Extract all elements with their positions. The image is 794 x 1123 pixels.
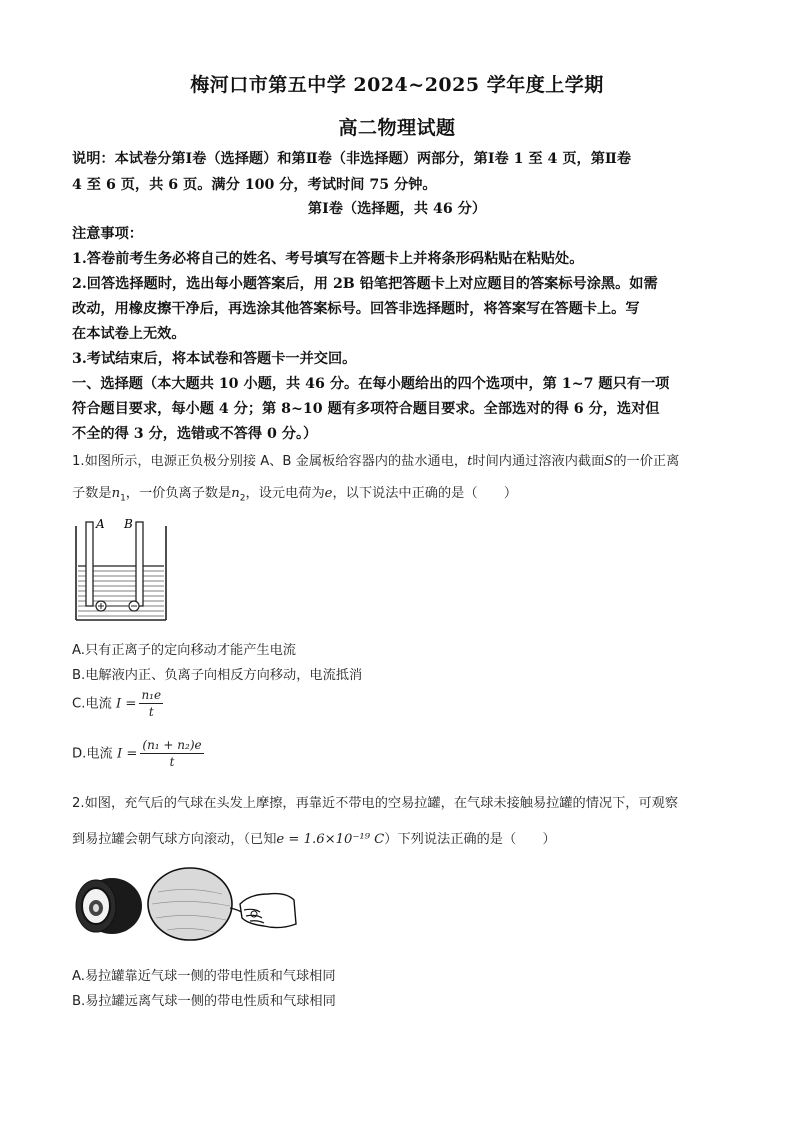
electrolysis-figure bbox=[74, 518, 170, 624]
rule-2-line-3: 在本试卷上无效。 bbox=[72, 326, 186, 342]
section-1-line-1: 一、选择题（本大题共 10 小题，共 46 分。在每小题给出的四个选项中，第 1~7 题只有一项 bbox=[72, 376, 670, 392]
note-line-1: 说明：本试卷分第Ⅰ卷（选择题）和第Ⅱ卷（非选择题）两部分，第Ⅰ卷 1 至 4 页，第Ⅱ卷 bbox=[72, 151, 632, 167]
q1-option-b: B.电解液内正、负离子向相反方向移动，电流抵消 bbox=[72, 668, 363, 683]
plate-label-a: A bbox=[96, 518, 105, 531]
q1-option-d-fraction: $\frac{\text{(n₁ + n₂)e}}{t}$ bbox=[142, 738, 202, 769]
q2-stem-line-1: 2.如图，充气后的气球在头发上摩擦，再靠近不带电的空易拉罐，在气球未接触易拉罐的情况下，可观察 bbox=[72, 796, 679, 811]
exam-subtitle: 高二物理试题 bbox=[338, 117, 456, 139]
volume-heading: 第Ⅰ卷（选择题，共 46 分） bbox=[307, 201, 487, 217]
note-line-2: 4 至 6 页，共 6 页。满分 100 分，考试时间 75 分钟。 bbox=[72, 177, 437, 193]
section-1-line-2: 符合题目要求，每小题 4 分；第 8~10 题有多项符合题目要求。全部选对的得 6 分，选对但 bbox=[72, 401, 660, 417]
rule-1: 1.答卷前考生务必将自己的姓名、考号填写在答题卡上并将条形码粘贴在粘贴处。 bbox=[72, 251, 584, 267]
plate-label-b: B bbox=[124, 518, 133, 531]
q2-stem-line-2: 到易拉罐会朝气球方向滚动，（已知e = 1.6×10⁻¹⁹ C）下列说法正确的是（ ） bbox=[72, 832, 556, 847]
q1-option-d: D.电流 I = $\frac{\text{(n₁ + n₂)e}}{t}$ bbox=[72, 738, 202, 769]
rule-3: 3.考试结束后，将本试卷和答题卡一并交回。 bbox=[72, 351, 357, 367]
balloon-can-figure bbox=[72, 864, 302, 950]
section-1-line-3: 不全的得 3 分，选错或不答得 0 分。） bbox=[72, 426, 318, 442]
q1-stem-line-2: 子数是$n_1$，一价负离子数是$n_2$，设元电荷为e，以下说法中正确的是（ ） bbox=[72, 486, 518, 504]
rule-2-line-1: 2.回答选择题时，选出每小题答案后，用 2B 铅笔把答题卡上对应题目的答案标号涂黑。如需 bbox=[72, 276, 658, 292]
q2-option-a: A.易拉罐靠近气球一侧的带电性质和气球相同 bbox=[72, 969, 336, 984]
rule-2-line-2: 改动，用橡皮擦干净后，再选涂其他答案标号。回答非选择题时，将答案写在答题卡上。写 bbox=[72, 301, 640, 317]
q1-stem-line-1: 1.如图所示，电源正负极分别接 A、B 金属板给容器内的盐水通电，t时间内通过溶液内截面S的一价正离 bbox=[72, 454, 680, 469]
attention-heading: 注意事项： bbox=[72, 226, 143, 242]
q1-option-c-fraction: $\frac{\text{n₁e}}{t}$ bbox=[141, 688, 162, 719]
q1-option-a: A.只有正离子的定向移动才能产生电流 bbox=[72, 643, 296, 658]
q1-option-c: C.电流 I = $\frac{\text{n₁e}}{t}$ bbox=[72, 688, 162, 719]
q2-option-b: B.易拉罐远离气球一侧的带电性质和气球相同 bbox=[72, 994, 336, 1009]
exam-title: 梅河口市第五中学 2024~2025 学年度上学期 bbox=[190, 74, 604, 96]
